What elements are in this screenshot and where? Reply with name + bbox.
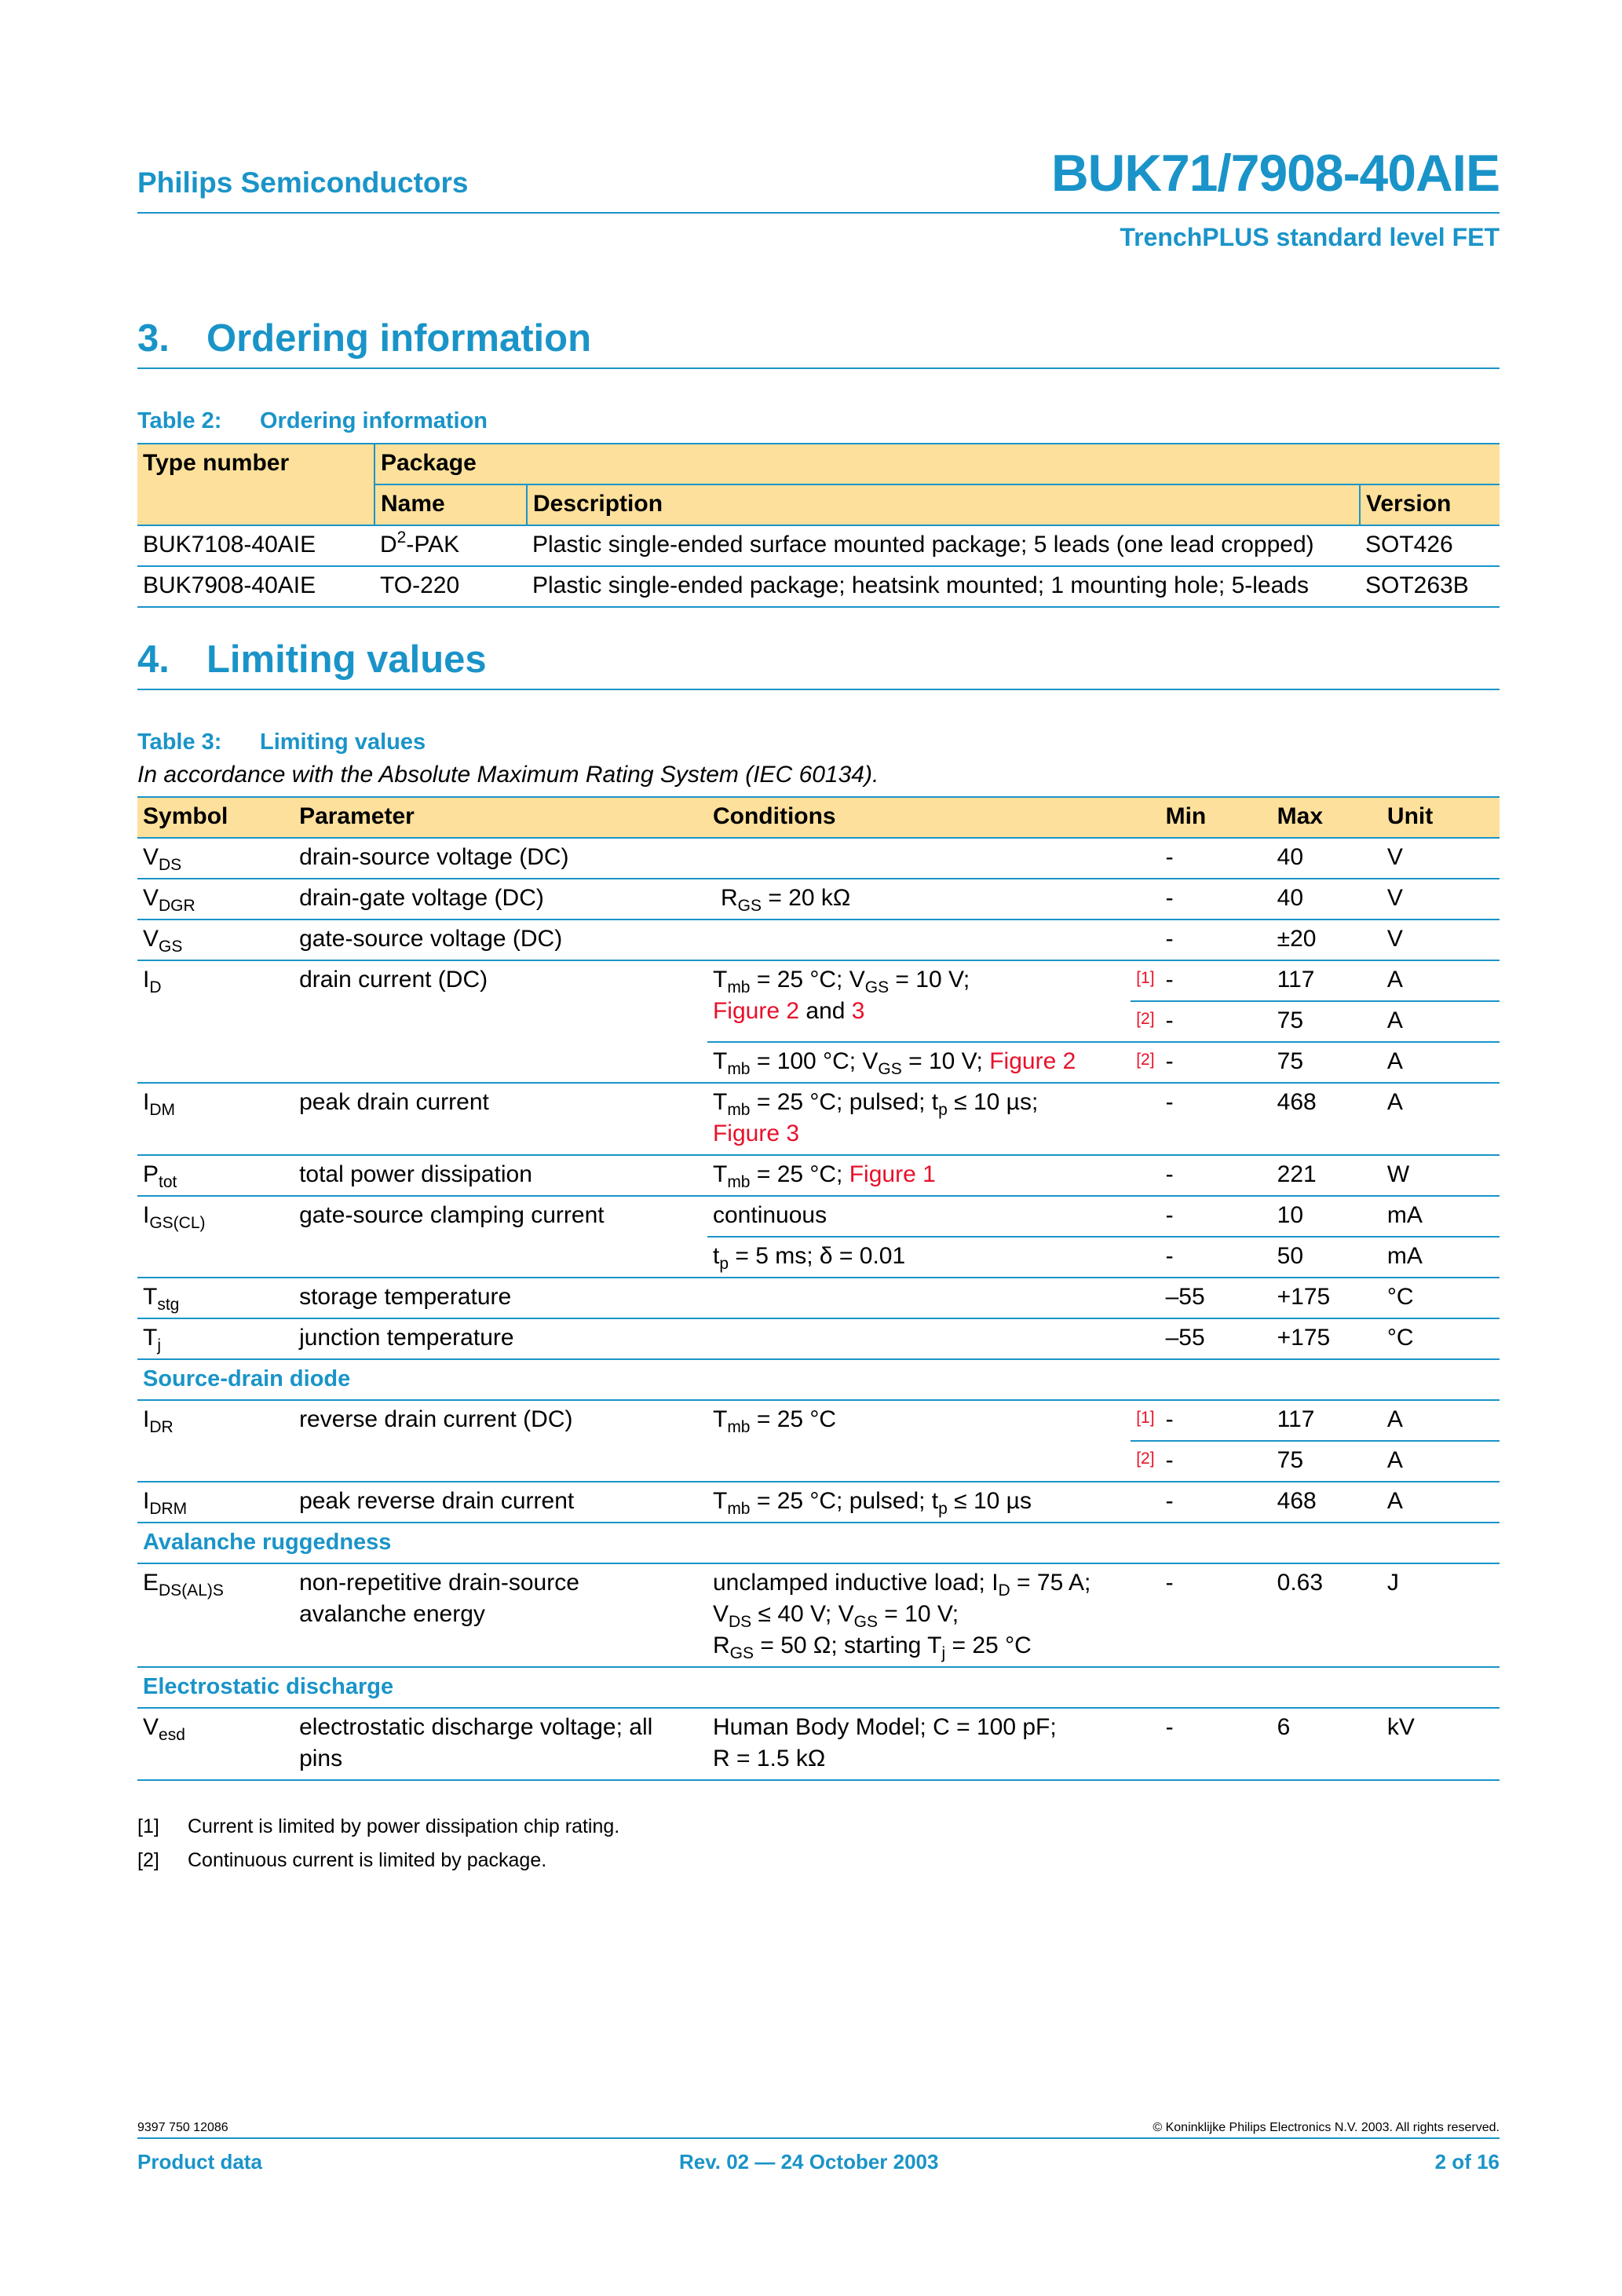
table-row: $P_{tot}$ total power dissipation $T_{mb} = 25$ °C; Figure 1 - 221 W	[137, 1155, 1500, 1196]
table-row: BUK7108-40AIE $D^2$-PAK Plastic single-ended surface mounted package; 5 leads (one lead cropped) SOT426	[137, 525, 1500, 566]
footnote-ref[interactable]: [2]	[1131, 1441, 1160, 1482]
th-package: Package	[374, 444, 1500, 484]
th-version: Version	[1360, 484, 1500, 525]
company-name: Philips Semiconductors	[137, 166, 469, 199]
table-row: $I_D$ drain current (DC) $T_{mb} = 25$ °C; $V_{GS} = 10$ V; Figure 2 and 3 [1] - 117 A	[137, 960, 1500, 1001]
figure-link[interactable]: Figure 2	[989, 1048, 1076, 1074]
table-row: $E_{DS(AL)S}$ non-repetitive drain-source avalanche energy unclamped inductive load; $I_D = 75$ A; $V_{DS} \le 40$ V; $V_{GS} = 10$ V; $R_{GS} = 50$ Ω; starting $T_j = 25$ °C - 0.63 J	[137, 1563, 1500, 1667]
section-number: 3.	[137, 317, 170, 360]
table-row: $I_{DR}$ reverse drain current (DC) $T_{mb} = 25$ °C [1] - 117 A	[137, 1400, 1500, 1441]
section-heading-limiting	[137, 638, 1500, 682]
product-subtitle: TrenchPLUS standard level FET	[1120, 223, 1500, 251]
limiting-values-table	[137, 796, 1500, 1781]
th-name: Name	[374, 484, 527, 525]
section-title: Ordering information	[206, 317, 591, 360]
th-symbol: Symbol	[137, 797, 294, 838]
section-rule	[137, 689, 1500, 690]
table-row: $t_p = 5$ ms; δ = 0.01 - 50 mA	[137, 1237, 1500, 1278]
th-description: Description	[527, 484, 1360, 525]
ordering-table	[137, 443, 1500, 608]
group-heading-avalanche: Avalanche ruggedness	[137, 1523, 1500, 1563]
note-item: [1] Current is limited by power dissipation chip rating.	[137, 1815, 620, 1837]
th-type-number: Type number	[137, 444, 374, 525]
table-row: $I_{GS(CL)}$ gate-source clamping current continuous - 10 mA	[137, 1196, 1500, 1237]
group-heading-source-drain: Source-drain diode	[137, 1359, 1500, 1400]
table-notes	[137, 1810, 619, 1877]
table-row: $I_{DM}$ peak drain current $T_{mb} = 25$ °C; pulsed; $t_p \le 10$ µs; Figure 3 - 468 A	[137, 1083, 1500, 1155]
group-heading-esd: Electrostatic discharge	[137, 1667, 1500, 1708]
figure-link[interactable]: 3	[851, 998, 865, 1024]
table-row: $V_{DS}$ drain-source voltage (DC) - 40 V	[137, 838, 1500, 879]
th-parameter: Parameter	[294, 797, 707, 838]
header-rule	[137, 212, 1500, 214]
table-row: BUK7908-40AIE TO-220 Plastic single-ended package; heatsink mounted; 1 mounting hole; 5-leads SOT263B	[137, 566, 1500, 607]
section-title: Limiting values	[206, 638, 487, 681]
table-row: $T_{mb} = 100$ °C; $V_{GS} = 10$ V; Figure 2 [2] - 75 A	[137, 1042, 1500, 1083]
th-max: Max	[1272, 797, 1382, 838]
table-row: $V_{DGR}$ drain-gate voltage (DC) $R_{GS} = 20$ kΩ - 40 V	[137, 879, 1500, 919]
note-item: [2] Continuous current is limited by package.	[137, 1849, 547, 1871]
figure-link[interactable]: Figure 3	[712, 1121, 800, 1146]
section-number: 4.	[137, 638, 170, 681]
footnote-ref[interactable]: [1]	[1131, 1400, 1160, 1441]
table-row: [2] - 75 A	[137, 1001, 1500, 1042]
th-unit: Unit	[1382, 797, 1500, 838]
th-conditions: Conditions	[707, 797, 1160, 838]
table-row: $T_{stg}$ storage temperature –55 +175 °C	[137, 1278, 1500, 1318]
th-min: Min	[1160, 797, 1272, 838]
table-row: $T_j$ junction temperature –55 +175 °C	[137, 1318, 1500, 1359]
footnote-ref[interactable]: [2]	[1131, 1001, 1160, 1042]
footnote-ref[interactable]: [1]	[1131, 960, 1160, 1001]
table-row: [2] - 75 A	[137, 1441, 1500, 1482]
table-row: $V_{esd}$ electrostatic discharge voltage; all pins Human Body Model; C = 100 pF; R = 1.5 kΩ - 6 kV	[137, 1708, 1500, 1780]
doc-number: 9397 750 12086	[137, 2121, 228, 2134]
copyright: © Koninklijke Philips Electronics N.V. 2003. All rights reserved.	[1153, 2121, 1500, 2134]
table-row: $I_{DRM}$ peak reverse drain current $T_{mb} = 25$ °C; pulsed; $t_p \le 10$ µs - 468 A	[137, 1482, 1500, 1523]
table-row: $V_{GS}$ gate-source voltage (DC) - ±20 V	[137, 919, 1500, 960]
document-status: Product data	[137, 2150, 262, 2174]
table-caption: Table 2: Ordering information	[137, 408, 488, 433]
page-number: 2 of 16	[1434, 2150, 1500, 2174]
section-heading-ordering	[137, 316, 1500, 360]
footnote-ref[interactable]: [2]	[1131, 1042, 1160, 1083]
part-number: BUK71/7908-40AIE	[1051, 144, 1500, 202]
figure-link[interactable]: Figure 2	[712, 998, 800, 1024]
section-rule	[137, 367, 1500, 369]
revision: Rev. 02 — 24 October 2003	[679, 2150, 939, 2174]
table-note: In accordance with the Absolute Maximum Rating System (IEC 60134).	[137, 762, 879, 788]
table-caption: Table 3: Limiting values	[137, 729, 426, 755]
footer-rule	[137, 2137, 1500, 2139]
figure-link[interactable]: Figure 1	[849, 1161, 936, 1187]
